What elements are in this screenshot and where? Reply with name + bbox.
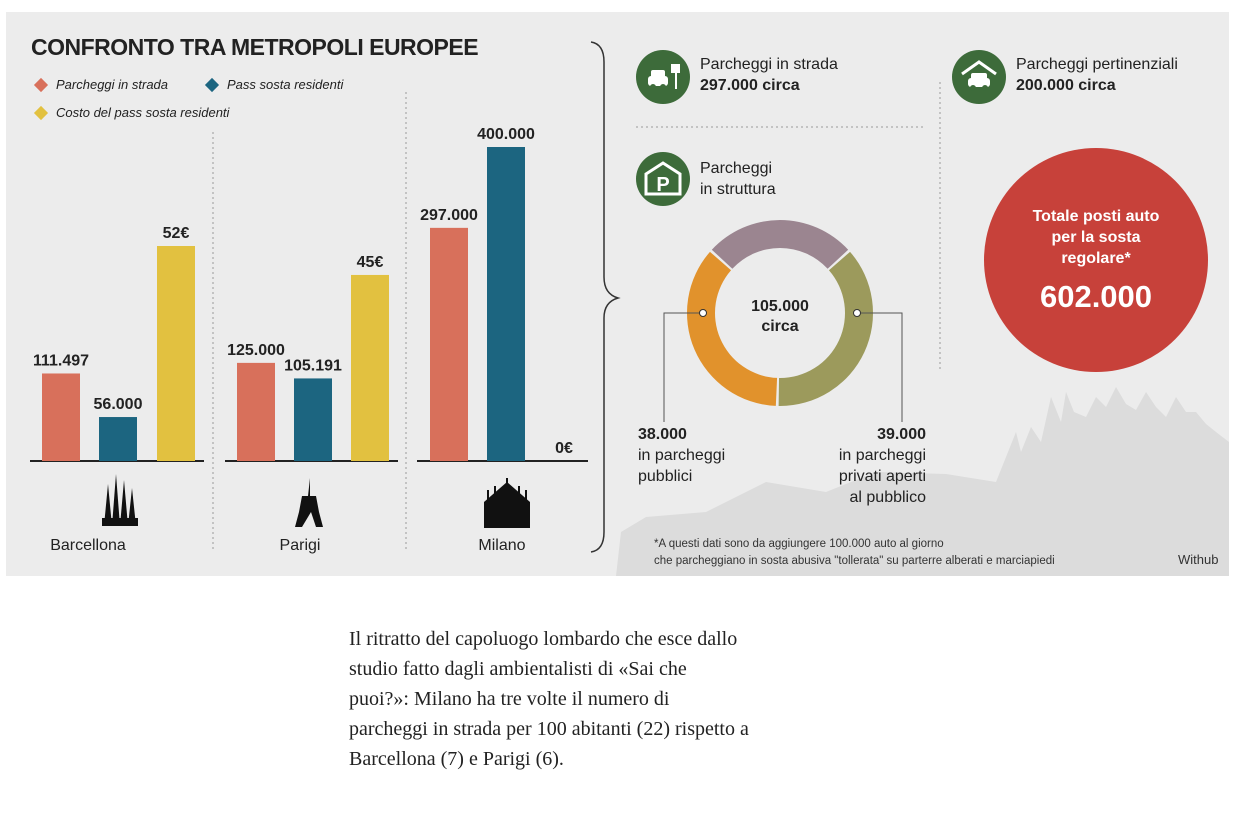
data-label: 52€	[162, 225, 190, 242]
garage-car-icon	[952, 50, 1006, 104]
total-label	[984, 206, 1208, 269]
article-caption: Il ritratto del capoluogo lombardo che esce dallo studio fatto dagli ambientalisti di «Sai che puoi?»: Milano ha tre volte il numero di parcheggi in strada per 100 abitanti (22) rispetto a Barcellona (7) e Parigi (6).	[349, 628, 749, 770]
donut-right-value: 39.000	[877, 426, 926, 443]
donut-left-value: 38.000	[638, 426, 687, 443]
bar	[487, 147, 525, 461]
data-label: 297.000	[420, 206, 478, 224]
data-label: 111.497	[32, 352, 90, 370]
car-parking-sign-icon	[636, 50, 690, 104]
pertinenziali-text	[1016, 54, 1178, 96]
data-label: 45€	[356, 253, 384, 271]
legend-label: Pass sosta residenti	[227, 77, 344, 92]
bar	[351, 275, 389, 461]
legend-item-cost	[36, 105, 229, 120]
pertinenziali-value: 200.000 circa	[1016, 77, 1116, 94]
street-parking-text	[700, 54, 838, 96]
garage-car-glyph	[952, 50, 1006, 104]
parking-structure-glyph	[636, 152, 690, 206]
total-circle	[984, 148, 1208, 372]
category-label: Parigi	[279, 537, 321, 554]
donut-left-line1: in parcheggi	[638, 447, 726, 464]
footnote-line-1: *A questi dati sono da aggiungere 100.000 auto al giorno	[654, 538, 944, 550]
category-label: Milano	[478, 537, 526, 554]
data-label: 105.191	[284, 357, 342, 375]
donut-right-line3: al pubblico	[849, 489, 926, 506]
curly-brace	[591, 42, 618, 552]
donut-center-value: 105.000	[751, 298, 809, 315]
footnote-line-2: che parcheggiano in sosta abusiva "tollerata" su parterre alberati e marciapiedi	[654, 555, 1055, 567]
legend-swatch	[34, 77, 48, 91]
street-parking-value: 297.000 circa	[700, 77, 800, 94]
total-value: 602.000	[1039, 279, 1153, 314]
bar	[157, 246, 195, 461]
donut-center-label	[730, 297, 830, 337]
car-parking-sign-glyph	[636, 50, 690, 104]
sagrada-familia-icon	[102, 474, 138, 526]
structure-label-1: Parcheggi	[700, 160, 773, 177]
eiffel-tower-icon	[295, 478, 323, 527]
data-label: 56.000	[93, 396, 143, 414]
bar	[430, 228, 468, 461]
donut-right-line1: in parcheggi	[838, 447, 926, 464]
svg-text:P: P	[656, 174, 670, 196]
legend-item-street	[36, 77, 168, 92]
donut-right-label	[796, 424, 926, 508]
legend-label: Costo del pass sosta residenti	[56, 105, 230, 120]
donut-center-sub: circa	[761, 318, 799, 335]
structure-text	[700, 158, 776, 200]
bar	[99, 417, 137, 461]
street-parking-label: Parcheggi in strada	[700, 56, 838, 73]
data-label: 400.000	[477, 126, 535, 143]
parking-structure-icon	[636, 152, 690, 206]
total-label-3: regolare*	[1061, 250, 1131, 267]
pertinenziali-label: Parcheggi pertinenziali	[1016, 56, 1178, 73]
data-label: 0€	[555, 440, 573, 457]
legend-item-pass	[207, 77, 343, 92]
infographic	[6, 12, 1229, 576]
chart-title: CONFRONTO TRA METROPOLI EUROPEE	[31, 34, 479, 60]
footnote	[654, 536, 1055, 570]
data-label: 125.000	[227, 341, 285, 359]
credit-label: Withub	[1178, 552, 1219, 567]
structure-label-2: in struttura	[700, 181, 776, 198]
duomo-milano-icon	[484, 478, 530, 528]
donut-right-line2: privati aperti	[838, 468, 926, 485]
total-label-1: Totale posti auto	[1032, 208, 1160, 225]
total-label-2: per la sosta	[1051, 229, 1141, 246]
donut-left-label	[638, 424, 725, 487]
legend-swatch	[205, 77, 219, 91]
category-label: Barcellona	[50, 537, 126, 554]
bar	[237, 363, 275, 461]
donut-marker-left	[700, 310, 707, 317]
donut-marker-right	[854, 310, 861, 317]
legend-label: Parcheggi in strada	[56, 77, 169, 92]
donut-segment	[712, 220, 848, 269]
bar	[294, 378, 332, 461]
bar	[42, 373, 80, 461]
legend-swatch	[34, 105, 48, 119]
donut-left-line2: pubblici	[638, 468, 693, 485]
